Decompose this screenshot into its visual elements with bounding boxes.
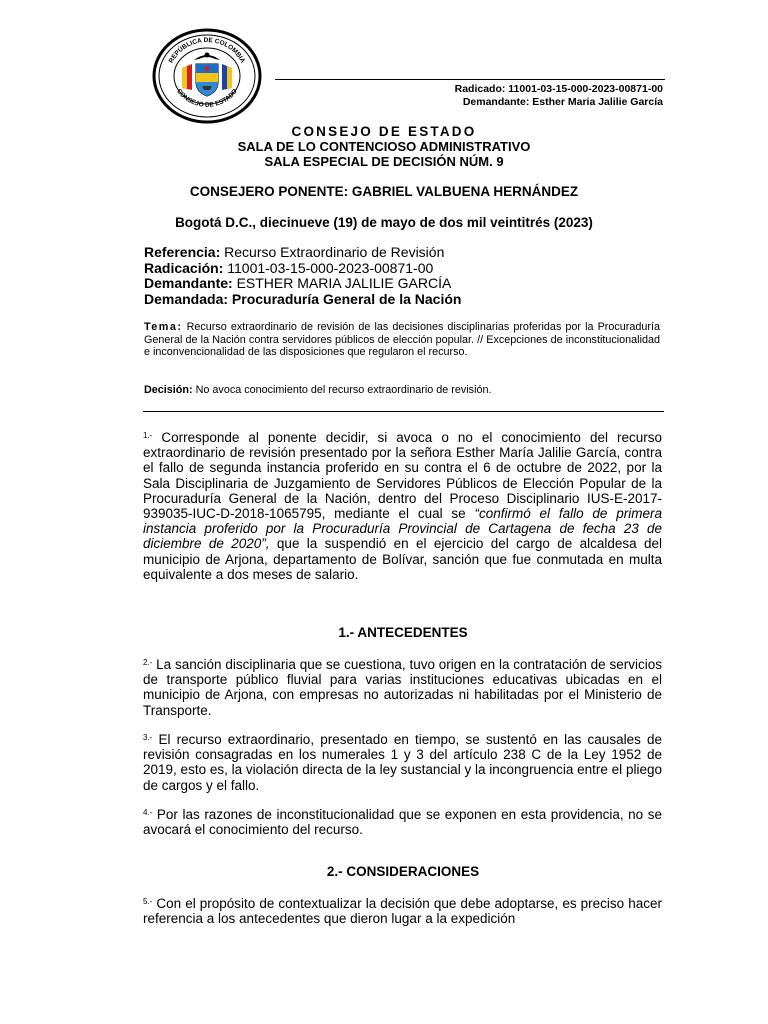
sala-title: SALA DE LO CONTENCIOSO ADMINISTRATIVO	[237, 139, 531, 154]
paragraph-3: $^{3.-}$ El recurso extraordinario, presentado en tiempo, se sustentó en las causales de revisión consagradas en los numerales 1 y 3 del artículo 238 C de la Ley 1952 de 2019, esto es, la violación directa de la ley sustancial y la incongruencia entre el pliego de cargos y el fallo.	[143, 732, 662, 793]
seal-top-text: REPÚBLICA DE COLOMBIA	[167, 36, 247, 65]
paragraph-5: $^{5.-}$ Con el propósito de contextualizar la decisión que debe adoptarse, es preciso hacer referencia a los antecedentes que dieron lugar a la expedición	[143, 896, 662, 927]
decision-block	[144, 384, 491, 396]
paragraph-2: $^{2.-}$ La sanción disciplinaria que se cuestiona, tuvo origen en la contratación de servicios de transporte público fluvial para varias instituciones educativas ubicadas en el municipio de Arjona, con empresas no autorizadas ni habilitadas por el Ministerio de Transporte.	[143, 657, 662, 718]
section-consideraciones: 2.- CONSIDERACIONES	[326, 864, 480, 879]
tema-block	[144, 321, 660, 359]
consejero-ponente: CONSEJERO PONENTE: GABRIEL VALBUENA HERNÁNDEZ	[189, 184, 579, 199]
section-antecedentes: 1.- ANTECEDENTES	[338, 625, 468, 640]
consejo-de-estado-seal	[152, 28, 262, 124]
header-demandante: Demandante: Esther Maria Jalilie García	[462, 96, 663, 108]
references-block	[144, 245, 461, 307]
paragraph-4: $^{4.-}$ Por las razones de inconstitucionalidad que se exponen en esta providencia, no se avocará el conocimiento del recurso.	[143, 807, 662, 838]
header-radicado-block	[455, 83, 663, 109]
header-rule	[275, 79, 665, 80]
decision-label: Decisión:	[144, 384, 193, 396]
document-headings	[0, 124, 768, 169]
separator-rule	[143, 411, 664, 412]
sala-especial-title: SALA ESPECIAL DE DECISIÓN NÚM. 9	[264, 154, 504, 169]
ref-demandada: Demandada: Procuraduría General de la Nación	[144, 290, 462, 307]
coat-of-arms-icon	[152, 28, 262, 124]
paragraph-1: $^{1.-}$ Corresponde al ponente decidir, si avoca o no el conocimiento del recurso extraordinario de revisión presentado por la señora Esther María Jalilie García, contra el fallo de segunda instancia proferido en su contra el 6 de octubre de 2022, por la Sala Disciplinaria de Juzgamiento de Servidores Públicos de Elección Popular de la Procuraduría General de la Nación, dentro del Proceso Disciplinario IUS-E-2017-939035-IUC-D-2018-1065795, mediante el cual se “confirmó el fallo de primera instancia proferido por la Procuraduría Provincial de Cartagena de fecha 23 de diciembre de 2020”, que la suspendió en el ejercicio del cargo de alcaldesa del municipio de Arjona, departamento de Bolívar, sanción que fue conmutada en multa equivalente a dos meses de salario.	[143, 430, 662, 582]
seal-bottom-text: CONSEJO DE ESTADO	[175, 87, 239, 109]
tema-label: Tema:	[144, 321, 183, 333]
ref-demandante: Demandante: ESTHER MARIA JALILIE GARCÍA	[144, 275, 452, 291]
document-date: Bogotá D.C., diecinueve (19) de mayo de dos mil veintitrés (2023)	[175, 215, 593, 230]
ref-radicacion: Radicación: 11001-03-15-000-2023-00871-00	[144, 259, 434, 276]
tema-text: Recurso extraordinario de revisión de las decisiones disciplinarias proferidas por la Procuraduría General de la Nación contra servidores públicos de elección popular. // Excepciones de inconstitucionalidad e inconvencionalidad de las disposiciones que regularon el recurso.	[144, 321, 661, 358]
council-title: CONSEJO DE ESTADO	[291, 124, 477, 139]
ref-referencia: Referencia: Recurso Extraordinario de Revisión	[144, 244, 445, 260]
header-radicado: Radicado: 11001-03-15-000-2023-00871-00	[454, 83, 663, 95]
decision-text: No avoca conocimiento del recurso extraordinario de revisión.	[195, 384, 492, 396]
